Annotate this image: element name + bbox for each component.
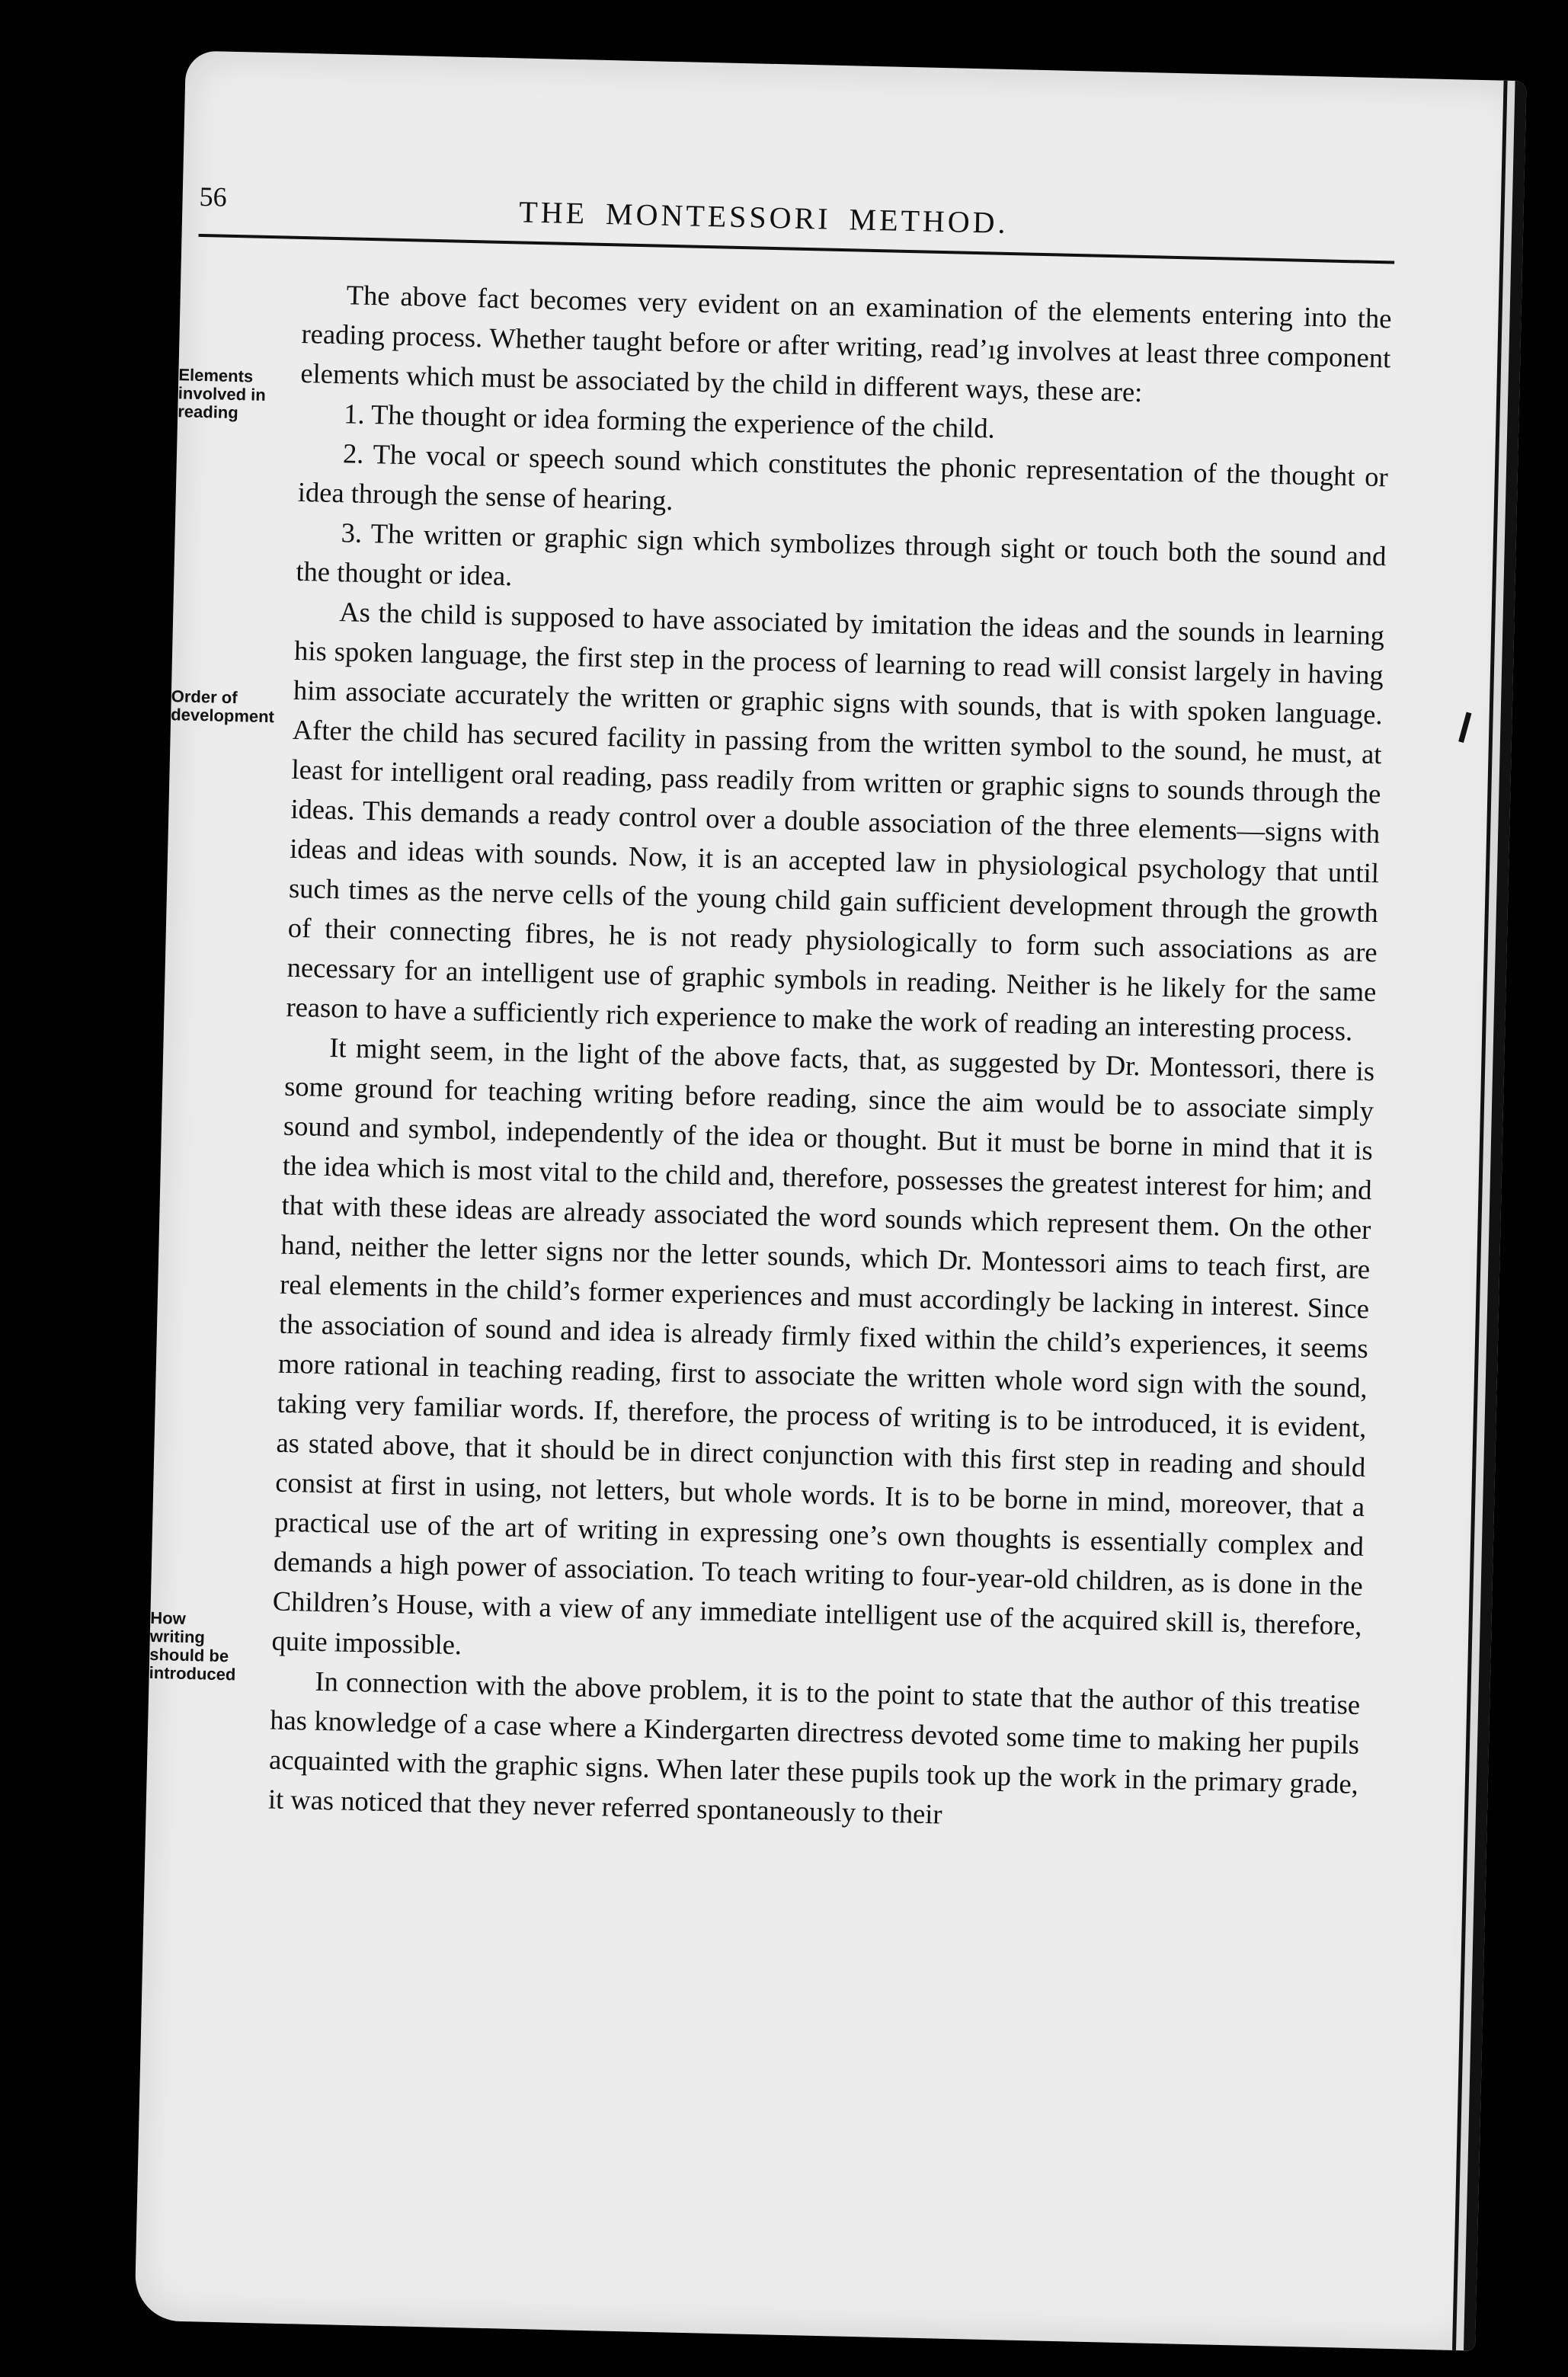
paragraph: It might seem, in the light of the above facts, that, as suggested by Dr. Montessori, there is some ground for teaching writing before reading, since the aim would be to associate simply sound and symbol, independently of the idea or thought. But it must be borne in mind that it is the idea which is most vital to the child and, therefore, possesses the greatest interest for him; and that with these ideas are already associated the word sounds which represent them. On the other hand, neither the letter signs nor the letter sounds, which Dr. Montessori aims to teach first, are real elements in the child’s former experiences and must accordingly be lacking in interest. Since the association of sound and idea is already firmly fixed within the child’s experiences, it seems more rational in teaching reading, first to associate the written whole word sign with the sound, taking very familiar words. If, therefore, the process of writing is to be introduced, it is evident, as stated above, that it should be in direct conjunction with this first step in reading and should consist at first in using, not letters, but whole words. It is to be borne in mind, moreover, that a practical use of the art of writing in expressing one’s own thoughts is essentially complex and demands a high power of association. To teach writing to four-year-old children, as is done in the Children’s House, with a view of any immediate intelligent use of the acquired skill is, therefore, quite impossible.: [271, 1032, 1375, 1661]
page-number: 56: [199, 181, 228, 213]
paragraph: In connection with the above problem, it is to the point to state that the author of this treatise has knowledge of a case where a Kindergarten directress devoted some time to making her pupils acquainted with the graphic signs. When later these pupils took up the work in the primary grade, it was noticed that they never referred spontaneously to their: [267, 1665, 1361, 1830]
ink-mark: [1458, 712, 1471, 743]
body-text: [267, 274, 1392, 1844]
margin-note-writing: How writing should be introduced: [149, 1608, 236, 1684]
margin-note-order: Order of development: [170, 686, 275, 727]
page-header: [199, 181, 1403, 254]
list-item: 2. The vocal or speech sound which constitutes the phonic representation of the thought or idea through the sense of hearing.: [297, 437, 1389, 517]
list-item: 1. The thought or idea forming the experience of the child.: [343, 398, 996, 444]
book-page: [134, 50, 1526, 2350]
paragraph: As the child is supposed to have associated by imitation the ideas and the sounds in learning his spoken language, the first step in the process of learning to read will consist largely in having him associate accurately the written or graphic signs with sounds, that is with spoken language. After the child has secured facility in passing from the written symbol to the sound, he must, at least for intelligent oral reading, pass readily from written or graphic signs to sounds through the ideas. This demands a ready control over a double association of the three elements—signs with ideas and ideas with sounds. Now, it is an accepted law in physiological psychology that until such times as the nerve cells of the young child gain sufficient development through the growth of their connecting fibres, he is not ready physiologically to form such associations as are necessary for an intelligent use of graphic symbols in reading. Neither is he likely for the same reason to have a sufficiently rich experience to make the work of reading an interesting process.: [286, 596, 1385, 1047]
running-head: THE MONTESSORI METHOD.: [518, 194, 1010, 240]
book-spine: [1452, 81, 1527, 2351]
page-edge-line: [1456, 81, 1515, 2350]
list-item: 3. The written or graphic sign which symbolizes through sight or touch both the sound and the thought or idea.: [296, 517, 1387, 592]
margin-note-elements: Elements involved in reading: [178, 365, 267, 423]
paragraph: The above fact becomes very evident on an examination of the elements entering into the reading process. Whether taught before or after writing, read’ıg involves at least three component elements which must be associated by the child in different ways, these are:: [300, 279, 1392, 408]
